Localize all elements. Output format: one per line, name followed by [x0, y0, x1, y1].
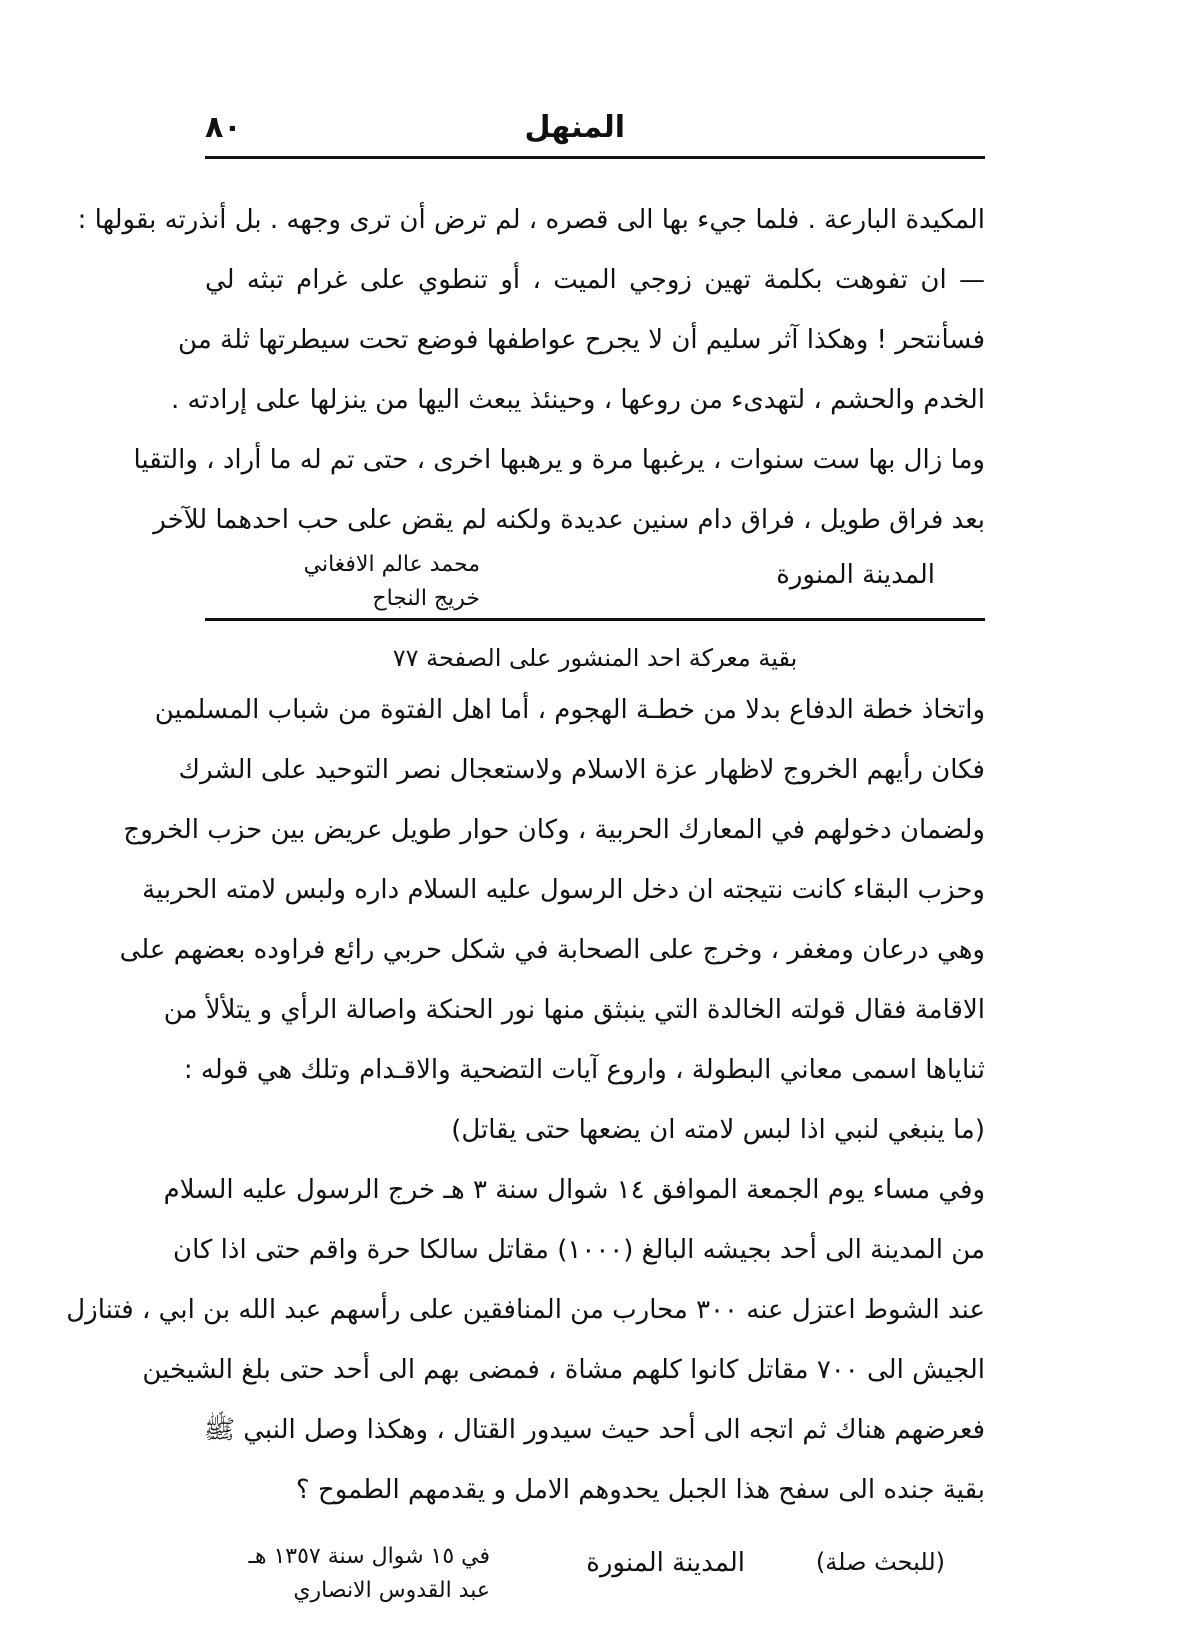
continuation-line-14: بقية جنده الى سفح هذا الجبل يحدوهم الامل و يقدمهم الطموح ؟ [295, 1475, 985, 1505]
article-end-line-6: بعد فراق طويل ، فراق دام سنين عديدة ولكنه لم يقض على حب احدهما للآخر [153, 505, 985, 535]
article-end-line-4: الخدم والحشم ، لتهدىء من روعها ، وحينئذ يبعث اليها من ينزلها على إرادته . [170, 385, 985, 415]
section-rule [205, 618, 985, 621]
continuation-line-11: عند الشوط اعتزل عنه ٣٠٠ محارب من المنافقين على رأسهم عبد الله بن ابي ، فتنازل [66, 1295, 985, 1325]
continuation-line-2: فكان رأيهم الخروج لاظهار عزة الاسلام ولاستعجال نصر التوحيد على الشرك [178, 755, 985, 785]
continuation-line-8: (ما ينبغي لنبي اذا لبس لامته ان يضعها حتى يقاتل) [451, 1115, 985, 1145]
continuation-line-9: وفي مساء يوم الجمعة الموافق ١٤ شوال سنة ٣ هـ خرج الرسول عليه السلام [163, 1175, 985, 1205]
author-title: خريج النجاح [372, 586, 480, 611]
continuation-line-4: وحزب البقاء كانت نتيجته ان دخل الرسول عليه السلام داره ولبس لامته الحربية [142, 875, 985, 905]
header-rule [205, 156, 985, 159]
continuation-line-10: من المدينة الى أحد بجيشه البالغ (١٠٠٠) مقاتل سالكا حرة واقم حتى اذا كان [173, 1235, 985, 1265]
continuation-line-1: واتخاذ خطة الدفاع بدلا من خطـة الهجوم ، أما اهل الفتوة من شباب المسلمين [154, 695, 985, 725]
article-end-line-5: وما زال بها ست سنوات ، يرغبها مرة و يرهبها اخرى ، حتى تم له ما أراد ، والتقيا [133, 445, 985, 475]
continuation-line-7: ثناياها اسمى معاني البطولة ، واروع آيات التضحية والاقـدام وتلك هي قوله : [183, 1055, 985, 1085]
page-number: ٨٠ [205, 110, 242, 145]
author-name: محمد عالم الافغاني [303, 552, 480, 577]
article-end-line-3: فسأنتحر ! وهكذا آثر سليم أن لا يجرح عواطفها فوضع تحت سيطرتها ثلة من [178, 325, 985, 355]
continuation-line-6: الاقامة فقال قولته الخالدة التي ينبثق منها نور الحنكة واصالة الرأي و يتلألأ من [163, 995, 985, 1025]
article-end-place: المدينة المنورة [776, 560, 935, 590]
continuation-line-5: وهي درعان ومغفر ، وخرج على الصحابة في شكل حربي رائع فراوده بعضهم على [119, 935, 985, 965]
article-end-line-2: — ان تفوهت بكلمة تهين زوجي الميت ، أو تنطوي على غرام تبثه لي [205, 265, 985, 295]
continuation-line-12: الجيش الى ٧٠٠ مقاتل كانوا كلهم مشاة ، فمضى بهم الى أحد حتى بلغ الشيخين [142, 1355, 985, 1385]
article-end-line-1: المكيدة البارعة . فلما جيء بها الى قصره ، لم ترض أن ترى وجهه . بل أنذرته بقولها : [77, 205, 985, 235]
page-header [205, 110, 985, 160]
continuation-place: المدينة المنورة [586, 1548, 745, 1578]
article-end-signature [304, 548, 480, 616]
article-date: في ١٥ شوال سنة ١٣٥٧ هـ [248, 1544, 490, 1569]
continuation-heading: بقية معركة احد المنشور على الصفحة ٧٧ [392, 644, 798, 672]
running-head: المنهل [524, 110, 625, 145]
continuation-line-3: ولضمان دخولهم في المعارك الحربية ، وكان حوار طويل عريض بين حزب الخروج [123, 815, 985, 845]
continuation-note: (للبحث صلة) [815, 1548, 945, 1576]
continuation-line-13: فعرضهم هناك ثم اتجه الى أحد حيث سيدور القتال ، وهكذا وصل النبي ﷺ [203, 1415, 985, 1445]
continuation-signature [248, 1540, 490, 1608]
author-name: عبد القدوس الانصاري [293, 1578, 490, 1603]
